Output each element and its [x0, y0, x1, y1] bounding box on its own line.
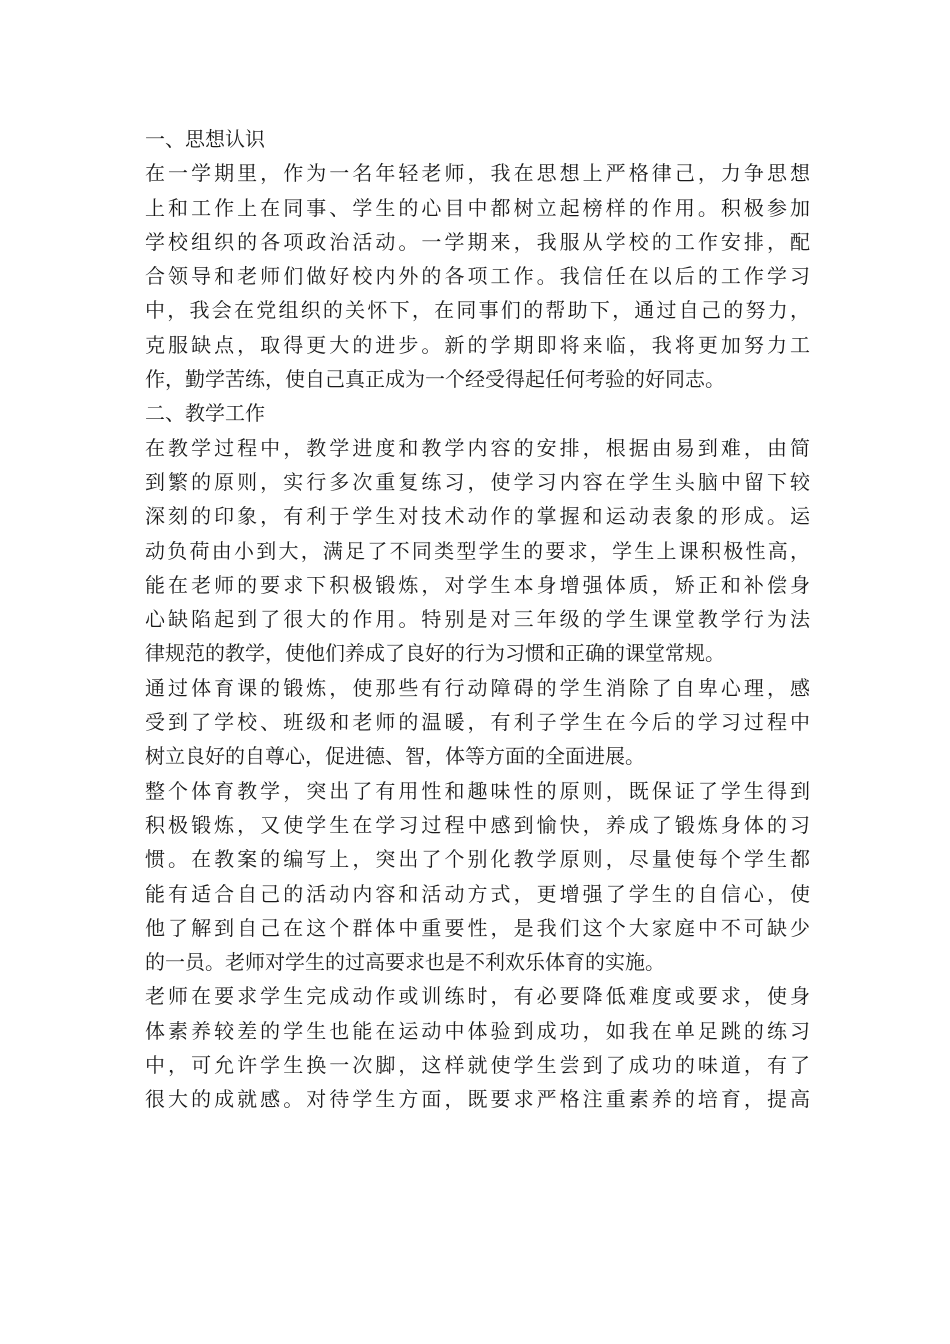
text-line: 整个体育教学，突出了有用性和趣味性的原则，既保证了学生得到: [145, 778, 810, 803]
text-line: 他了解到自己在这个群体中重要性，是我们这个大家庭中不可缺少: [145, 915, 810, 940]
text-line: 通过体育课的锻炼，使那些有行动障碍的学生消除了自卑心理，感: [145, 675, 810, 700]
document-body: [145, 122, 810, 1117]
text-line: 上和工作上在同事、学生的心目中都树立起榜样的作用。积极参加: [145, 195, 810, 220]
text-line: 的一员。老师对学生的过高要求也是不利欢乐体育的实施。: [145, 950, 665, 975]
text-line: 到繁的原则，实行多次重复练习，使学习内容在学生头脑中留下较: [145, 469, 810, 494]
text-line: 积极锻炼，又使学生在学习过程中感到愉快，养成了锻炼身体的习: [145, 812, 810, 837]
text-line: 中，可允许学生换一次脚，这样就使学生尝到了成功的味道，有了: [145, 1053, 810, 1078]
text-line: 很大的成就感。对待学生方面，既要求严格注重素养的培育，提高: [145, 1087, 810, 1112]
text-line: 动负荷由小到大，满足了不同类型学生的要求，学生上课积极性高，: [145, 538, 810, 563]
text-line: 学校组织的各项政治活动。一学期来，我服从学校的工作安排，配: [145, 229, 810, 254]
text-line: 心缺陷起到了很大的作用。特别是对三年级的学生课堂教学行为法: [145, 607, 810, 632]
text-line: 能在老师的要求下积极锻炼，对学生本身增强体质，矫正和补偿身: [145, 572, 810, 597]
text-line: 中，我会在党组织的关怀下，在同事们的帮助下，通过自己的努力，: [145, 298, 810, 323]
text-line: 树立良好的自尊心，促进德、智，体等方面的全面进展。: [145, 744, 645, 769]
text-line: 老师在要求学生完成动作或训练时，有必要降低难度或要求，使身: [145, 984, 810, 1009]
section-heading: 一、思想认识: [145, 127, 265, 151]
text-line: 律规范的教学，使他们养成了良好的行为习惯和正确的课堂常规。: [145, 641, 725, 666]
text-line: 深刻的印象，有利于学生对技术动作的掌握和运动表象的形成。运: [145, 504, 810, 529]
text-line: 体素养较差的学生也能在运动中体验到成功，如我在单足跳的练习: [145, 1018, 810, 1043]
text-line: 克服缺点，取得更大的进步。新的学期即将来临，我将更加努力工: [145, 332, 810, 357]
text-line: 在教学过程中，教学进度和教学内容的安排，根据由易到难，由简: [145, 435, 810, 460]
text-line: 能有适合自己的活动内容和活动方式，更增强了学生的自信心，使: [145, 881, 810, 906]
section-heading: 二、教学工作: [145, 401, 265, 426]
text-line: 作，勤学苦练，使自己真正成为一个经受得起任何考验的好同志。: [145, 367, 725, 392]
text-line: 在一学期里，作为一名年轻老师，我在思想上严格律己，力争思想: [145, 161, 810, 186]
text-line: 合领导和老师们做好校内外的各项工作。我信任在以后的工作学习: [145, 264, 810, 289]
text-line: 受到了学校、班级和老师的温暖，有利子学生在今后的学习过程中: [145, 710, 810, 735]
text-line: 惯。在教案的编写上，突出了个别化教学原则，尽量使每个学生都: [145, 847, 810, 872]
